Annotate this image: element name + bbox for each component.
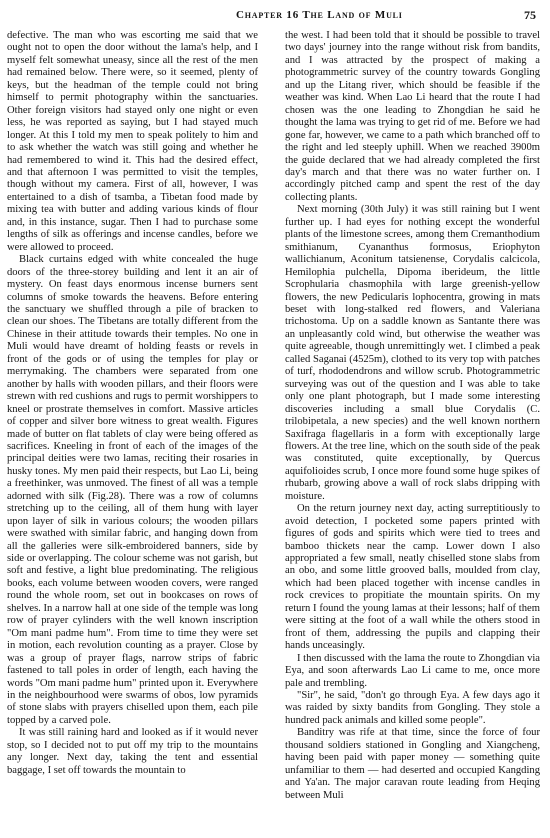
paragraph: Banditry was rife at that time, since the force of four thousand soldiers stationed in Gongling and Xiangcheng, having been paid with paper money — something quite unfamiliar to them — had deserted and occupied Kangding and Ya'an. The major caravan route leading from Heqing between Muli [285,727,540,801]
paragraph: Black curtains edged with white concealed the huge doors of the three-storey building and lent it an air of mystery. On feast days enormous incense burners sent columns of smoke towards the heavens. Before entering the sanctuary we shuffled through a pile of bracken to clean our shoes. The Tibetans are totally different from the Chinese in their attitude towards their temples. No one in Muli would have dreamt of holding feasts or revels in front of the gods or of using the temples for play or merrymaking. The chambers were separated from one another by halls with wooden pillars, and their floors were strewn with red cushions and rugs to permit worshippers to kneel or prostrate themselves in comfort. Massive articles of copper and silver bore witness to great wealth. Figures made of butter on flat tablets of clay were being offered as sacrifices. Kneeling in front of each of the images of the principal deities were two lamas, reciting their rosaries in husky tones. My men paid their respects, but Lao Li, being a freethinker, was unmoved. The finest of all was a temple adorned with silk (Fig.28). There was a row of columns stretching up to the ceiling, all of them hung with layer upon layer of silk in various colours; the wooden pillars were swathed with similar fabric, and hanging down from all the galleries were silk-embroidered banners, side by side or overlapping. The colour scheme was not garish, but soft and festive, a light blue predominating. The religious books, each volume between wooden covers, were ranged round the whole room, set out in bookcases on rows of shelves. In a narrow hall at one side of the temple was long row of prayer cylinders with the well known inscription "Om mani padme hum". From time to time they were set in motion, each revolution counting as a prayer. Close by was a group of prayer flags, narrow strips of fabric fastened to tall poles in order of length, each having the words "Om mani padme hum" printed upon it. Everywhere in the neighbourhood were swarms of obos, low pyramids of stone slabs with prayers chiselled upon them, each pile topped by a carved pole. [7,254,258,726]
page-header [0,8,550,28]
paragraph: Next morning (30th July) it was still raining but I went further up. I had eyes for nothing except the wonderful plants of the limestone screes, among them Cremanthodium smithianum, Cyananthus formosus, Eriophyton wallichianum, Aconitum tatsienense, Corydalis calcicola, Hemilophia pulchella, Dipoma iberideum, the little Scrophularia chasmophila with large greenish-yellow flowers, the new Pedicularis lophocentra, growing in mats beset with long-stalked red flowers, and Valeriana trichostoma. Up on a saddle known as Santante there was an unpleasantly cold wind, but otherwise the weather was quite agreeable, though unremittingly wet. I climbed a peak called Saganai (4525m), clothed to its very top with patches of turf, rhododendrons and willow scrub. Photogrammetric surveying was out of the question and I was able to take only one plant photograph, but I made some interesting discoveries including a small blue Corydalis (C. trilobipetala, a new species) and the well known northern Saxifraga flagellaris in a form with exceptionally large flowers. At the tree line, which on the south side of the peak was constituted, quite exceptionally, by Quercus aquifolioides scrub, I once more found some huge spikes of rhubarb, growing above a wall of rock slabs dripping with moisture. [285,204,540,502]
running-title: Chapter 16 The Land of Muli [236,9,403,21]
paragraph: "Sir", he said, "don't go through Eya. A few days ago it was raided by sixty bandits from Gongling. They stole a hundred pack animals and killed some people". [285,690,540,726]
paragraph: On the return journey next day, acting surreptitiously to avoid detection, I pocketed some papers printed with figures of gods and spirits which were tied to trees and bamboo thickets near the camp. Lower down I also appropriated a few small, neatly chiselled stone slabs from an obo, and some little grooved balls, moulded from clay, which had been placed together with incense candles in rock crevices to propitiate the mountain spirits. On my return I found the young lamas at their lessons; half of them were sitting at the foot of a wall while the others stood in front of them, addressing the pupils and clapping their hands unceasingly. [285,503,540,652]
page-number: 75 [524,8,536,22]
left-column [7,30,258,777]
paragraph: defective. The man who was escorting me said that we ought not to open the door without the lama's help, and I myself felt somewhat uneasy, since all the rest of the men had remained below. There were, so it seemed, plenty of keys, but the headman of the temple could not bring himself to permit photography within the sanctuaries. Other foreign visitors had stayed only one night or even less, he was reported as saying, but I had stayed much longer. At this I told my men to speak politely to him and to ask whether the watch was still going and whether he had remembered to wind it. This had the desired effect, and that afternoon I was permitted to visit the temples, though without my camera. First of all, however, I was entertained to a dish of tsamba, a Tibetan food made by mixing tea with butter and adding various kinds of flour and, in this instance, sugar. Then I had to purchase some lengths of silk as offerings and incense candles, before we were allowed to proceed. [7,30,258,253]
paragraph: the west. I had been told that it should be possible to travel two days' journey into the range without risk from bandits, and I was attracted by the prospect of making a photogrammetric survey of the country towards Gongling and up the Litang river, which should be feasible if the weather was kind. When Lao Li heard that the route I had chosen was the one leading to Zhongdian he said he thought the lama was trying to get rid of me. Before we had gone far, however, we came to a path which branched off to the right and led steeply uphill. When we reached 3900m the guide declared that we had already completed the first day's march and that there was no water further on. I accordingly pitched camp and spent the rest of the day collecting plants. [285,30,540,203]
paragraph: It was still raining hard and looked as if it would never stop, so I decided not to put off my trip to the mountains any longer. Next day, taking the tent and essential baggage, I set off towards the mountain to [7,727,258,776]
right-column [285,30,540,802]
paragraph: I then discussed with the lama the route to Zhongdian via Eya, and soon afterwards Lao Li came to me, once more pale and trembling. [285,652,541,689]
